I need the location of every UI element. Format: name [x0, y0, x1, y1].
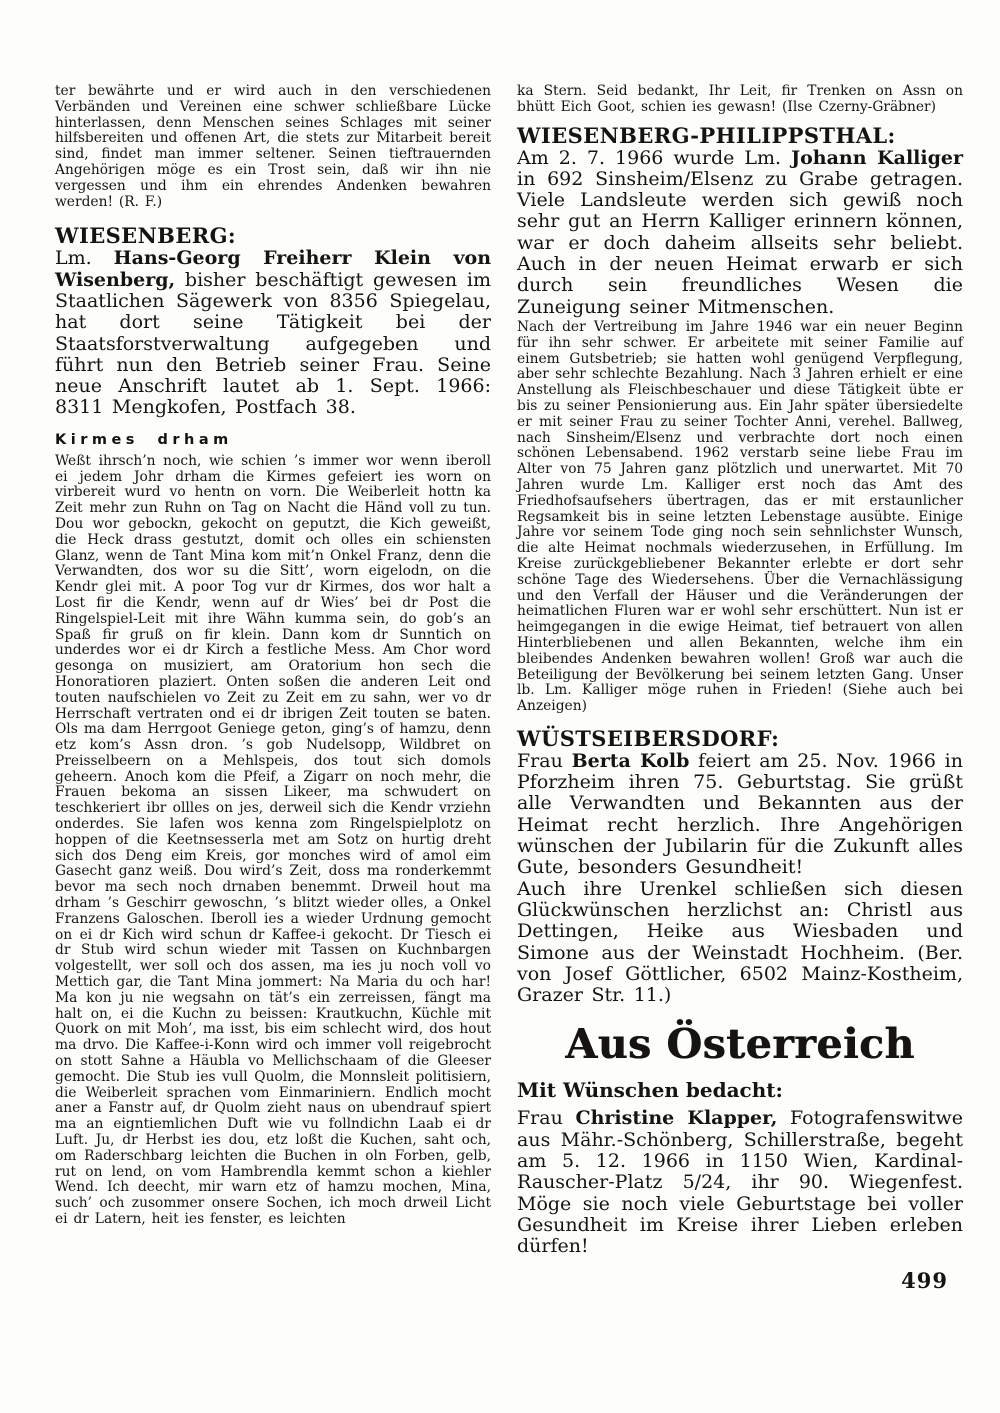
- wiesenberg-heading: WIESENBERG:: [55, 223, 237, 249]
- kalliger-obituary-paragraph: Am 2. 7. 1966 wurde Lm. Johann Kalliger in 692 Sinsheim/Elsenz zu Grabe getragen. Viele Landsleute werden sich gewiß noch sehr gut an Herrn Kalliger erinnern können, war er doch daheim allseits sehr beliebt. Auch in der neuen Heimat erwarb er sich durch sein freundliches Wesen die Zuneigung seiner Mitmenschen.: [517, 146, 963, 318]
- obituary-continuation-paragraph: ter bewährte und er wird auch in den verschiedenen Verbänden und Vereinen eine schwer schließbare Lücke hinterlassen, denn Menschen seines Schlages mit seiner hilfsbereiten und offenen Art, die stets zur Mitarbeit bereit sind, findet man immer seltener. Seinen tieftrauernden Angehörigen möge es ein Trost sein, daß wir ihn nie vergessen und ihm ein ehrendes Andenken bewahren werden! (R. F.): [55, 83, 491, 210]
- aus-oesterreich-section-heading: Aus Österreich: [565, 1020, 915, 1069]
- kirmes-drham-heading: Kirmes drham: [55, 431, 233, 448]
- kolb-birthday-paragraph: Frau Berta Kolb feiert am 25. Nov. 1966 in Pforzheim ihren 75. Geburtstag. Sie grüßt alle Verwandten und Bekannten aus der Heimat recht herzlich. Ihre Angehörigen wünschen der Jubilarin für die Zukunft alles Gute, besonders Gesundheit!: [517, 749, 963, 879]
- wiesenberg-notice-paragraph: Lm. Hans-Georg Freiherr Klein von Wisenberg, bisher beschäftigt gewesen im Staatlichen Sägewerk von 8356 Spiegelau, hat dort seine Tätigkeit bei der Staatsforstverwaltung aufgegeben und führt nun den Betrieb seiner Frau. Seine neue Anschrift lautet ab 1. Sept. 1966: 8311 Mengkofen, Postfach 38.: [55, 247, 492, 419]
- kalliger-biography-paragraph: Nach der Vertreibung im Jahre 1946 war ein neuer Beginn für ihn sehr schwer. Er arbeitete mit seiner Familie auf einem Gutsbetrieb; sie hatten wohl genügend Verpflegung, aber sehr schlechte Bezahlung. Nach 3 Jahren erhielt er eine Anstellung als Fleischbeschauer und diese Tätigkeit übte er bis zu seiner Pensionierung aus. Ein Jahr später übersiedelte er mit seiner Frau zu seiner Tochter Anni, verehel. Ballweg, nach Sinsheim/Elsenz und verbrachte dort noch einen schönen Lebensabend. 1962 verstarb seine liebe Frau im Alter von 75 Jahren ganz plötzlich und unerwartet. Mit 70 Jahren wurde Lm. Kalliger erst noch das Amt des Friedhofsaufsehers übertragen, das er mit erstaunlicher Regsamkeit bis in seine letzten Lebenstage ausübte. Einige Jahre vor seinem Tode ging noch sein sehnlichster Wunsch, die alte Heimat nochmals wiederzusehen, in Erfüllung. Im Kreise zurückgebliebener Bekannter erlebte er dort sehr schöne Tage des Wiedersehens. Über die Vernachlässigung und den Verfall der Häuser und die Veränderungen der heimatlichen Fluren war er wohl sehr erschüttert. Nun ist er heimgegangen in die ewige Heimat, tief betrauert von allen Hinterbliebenen und allen Bekannten, welche ihm ein bleibendes Andenken bewahren wollen! Groß war auch die Beteiligung der Bevölkerung bei seinem letzten Gang. Unser lb. Lm. Kalliger möge ruhen in Frieden! (Siehe auch bei Anzeigen): [517, 318, 963, 715]
- two-column-layout: [55, 84, 1000, 1258]
- kirmes-continuation-paragraph: ka Stern. Seid bedankt, Ihr Leit, fir Trenken on Assn on bhütt Eich Goot, schien ies gewasn! (Ilse Czerny-Gräbner): [517, 83, 963, 115]
- wiesenberg-philippsthal-heading: WIESENBERG-PHILIPPSTHAL:: [517, 122, 896, 148]
- page-number: 499: [901, 1268, 948, 1293]
- kirmes-dialect-paragraph: Weßt ihrsch’n noch, wie schien ’s immer wor wenn iberoll ei jedem Johr drham die Kirmes gefeiert ies worn on virbereit wurd vo hentn on vorn. Die Weiberleit hottn ka Zeit mehr zun Ruhn on Tag on Nacht die Händ voll zu tun. Dou wor gebockn, gekocht on geputzt, die Kich geweißt, die Heck drass gestutzt, domit och olles ein schiensten Glanz, wenn de Tant Mina kom mit’n Onkel Franz, denn die Verwandten, dos wor su die Sitt’, worn eigelodn, on die Kendr glei mit. A poor Tog vur dr Kirmes, dos wor halt a Lost fir die Kendr, wenn auf dr Wies’ bei dr Post die Ringelspiel-Leit mit ihre Wähn kumma sein, do gob’s an Spaß fir gruß on fir klein. Dann kom dr Sunntich on underdes wor ei dr Kirch a festliche Mess. Am Chor word gesonga on musiziert, am Oratorium hon sech die Honoratioren plaziert. Onten soßen die anderen Leit ond touten naufschielen vo Zeit zu Zeit em zu sahn, wer vo dr Herrschaft vertraten ond ei dr ibrigen Zeit touten se baten. Ols ma dam Herrgoot Geniege geton, ging’s of hamzu, denn etz kom’s Assn dron. ’s gob Nudelsopp, Wildbret on Preisselbeern on a Mehlspeis, dos tout sich domols geheern. Anoch kom die Pfeif, a Zigarr on noch mehr, die Frauen bekoma an sissen Likeer, ma schwudert on teschkeriert ibr ollles on jes, derweil sich die Kendr vrziehn onderdes. Sie lafen wos kenna zom Ringelspielplotz on hoppen of die Keetnsesserla met am Sotz on hurtig dreht sich dos Deng eim Kreis, gor monches wird of amol eim Gasecht ganz weiß. Dou wird’s Zeit, doss ma ronderkemmt bevor ma sech noch drnaben benemmt. Drweil hout ma drham ’s Geschirr gewoschn, ’s blitzt wieder olles, a Onkel Franzens Galoschen. Iberoll ies a wieder Urdnung gemocht on ei dr Kich wird schun dr Kaffee-i gekocht. Dr Tiesch ei dr Stub wird schun wieder mit Tassen on Kuchnbargen volgestellt, wer soll och dos assen, ma ies ju noch voll vo Mettich gar, die Tant Mina jommert: Na Maria du och har! Ma kon ju nie wegsahn on tät’s ein zerreissen, fängt ma halt on, ei die Kuchn zu beissen: Krautkuchn, Küchle mit Quork on mit Moh’, ma isst, bis eim schlecht wird, dos hout ma drvo. Die Kaffee-i-Konn wird och immer voll reigebrocht on stott Sahne a Häubla vo Mellichschaam of die Gleeser gemocht. Die Stub ies vull Quolm, die Monnsleit politisiern, die Weiberleit sprachen vom Einmariniern. Endlich mocht aner a Fanstr auf, dr Quolm zieht naus on ubendrauf spiert ma an eigntiemlichen Duft wie vu follndichn Laab ei dr Luft. Ju, dr Herbst ies dou, etz loßt die Kuchen, saht och, om Raderschbarg leichten die Buchen in oln Forben, gelb, rut on lend, on vom Hambrendla kemmt schon a kiehler Wend. Ich deecht, mir warn etz of hamzu mochen, Mina, such’ och zusommer onsere Sochen, ich moch drweil Licht ei dr Latern, heit ies fenster, es leichten: [55, 452, 491, 1227]
- kolb-greetings-paragraph: Auch ihre Urenkel schließen sich diesen Glückwünschen herzlichst an: Christl aus Dettingen, Heike aus Wiesbaden und Simone aus der Weinstadt Hochheim. (Ber. von Josef Göttlicher, 6502 Mainz-Kostheim, Grazer Str. 11.): [517, 877, 963, 1007]
- left-column: [55, 84, 491, 1258]
- klapper-birthday-paragraph: Frau Christine Klapper, Fotografenswitwe aus Mähr.-Schönberg, Schillerstraße, begeht am 5. 12. 1966 in 1150 Wien, Kardinal-Rauscher-Platz 5/24, ihr 90. Wiegenfest. Möge sie noch viele Geburtstage bei voller Gesundheit im Kreise ihrer Lieben erleben dürfen!: [517, 1107, 963, 1258]
- mit-wuenschen-bedacht-subheading: Mit Wünschen bedacht:: [517, 1078, 783, 1103]
- wuestseibersdorf-heading: WÜSTSEIBERSDORF:: [517, 725, 780, 751]
- right-column: [517, 84, 963, 1258]
